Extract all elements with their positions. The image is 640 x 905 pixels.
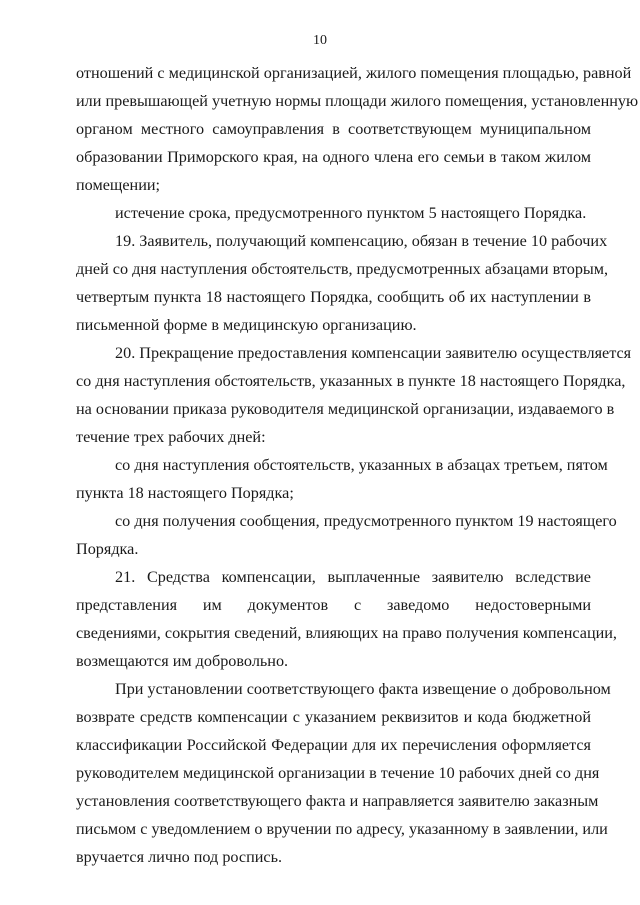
text-line: органом местного самоуправления в соответствующем муниципальном	[76, 120, 591, 138]
text-line: представления им документов с заведомо недостоверными	[76, 596, 591, 614]
text-line: 20. Прекращение предоставления компенсации заявителю осуществляется	[115, 344, 632, 362]
text-line: пункта 18 настоящего Порядка;	[76, 484, 294, 502]
text-line: истечение срока, предусмотренного пунктом 5 настоящего Порядка.	[115, 204, 587, 222]
page-number: 10	[313, 33, 327, 48]
text-line: Порядка.	[76, 540, 139, 558]
text-line: помещении;	[76, 176, 161, 194]
text-line: классификации Российской Федерации для их перечисления оформляется	[76, 736, 591, 754]
text-line: или превышающей учетную нормы площади жилого помещения, установленную	[76, 92, 639, 110]
text-line: вручается лично под роспись.	[76, 848, 283, 866]
text-line: со дня получения сообщения, предусмотренного пунктом 19 настоящего	[115, 512, 617, 530]
text-line: руководителем медицинской организации в течение 10 рабочих дней со дня	[76, 764, 600, 782]
text-line: четвертым пункта 18 настоящего Порядка, сообщить об их наступлении в	[76, 288, 591, 306]
text-line: письменной форме в медицинскую организацию.	[76, 316, 417, 334]
text-line: дней со дня наступления обстоятельств, предусмотренных абзацами вторым,	[76, 260, 609, 278]
text-line: на основании приказа руководителя медицинской организации, издаваемого в	[76, 400, 615, 418]
text-line: При установлении соответствующего факта извещение о добровольном	[115, 680, 611, 698]
text-line: со дня наступления обстоятельств, указанных в пункте 18 настоящего Порядка,	[76, 372, 626, 390]
text-line: отношений с медицинской организацией, жилого помещения площадью, равной	[76, 64, 632, 82]
text-line: 19. Заявитель, получающий компенсацию, обязан в течение 10 рабочих	[115, 232, 608, 250]
text-line: 21. Средства компенсации, выплаченные заявителю вследствие	[115, 568, 591, 586]
text-line: письмом с уведомлением о вручении по адресу, указанному в заявлении, или	[76, 820, 608, 838]
text-line: возврате средств компенсации с указанием реквизитов и кода бюджетной	[76, 708, 591, 726]
text-line: образовании Приморского края, на одного члена его семьи в таком жилом	[76, 148, 591, 166]
text-line: течение трех рабочих дней:	[76, 428, 266, 446]
text-line: установления соответствующего факта и направляется заявителю заказным	[76, 792, 599, 810]
text-line: со дня наступления обстоятельств, указанных в абзацах третьем, пятом	[115, 456, 608, 474]
text-line: сведениями, сокрытия сведений, влияющих на право получения компенсации,	[76, 624, 617, 642]
text-line: возмещаются им добровольно.	[76, 652, 289, 670]
